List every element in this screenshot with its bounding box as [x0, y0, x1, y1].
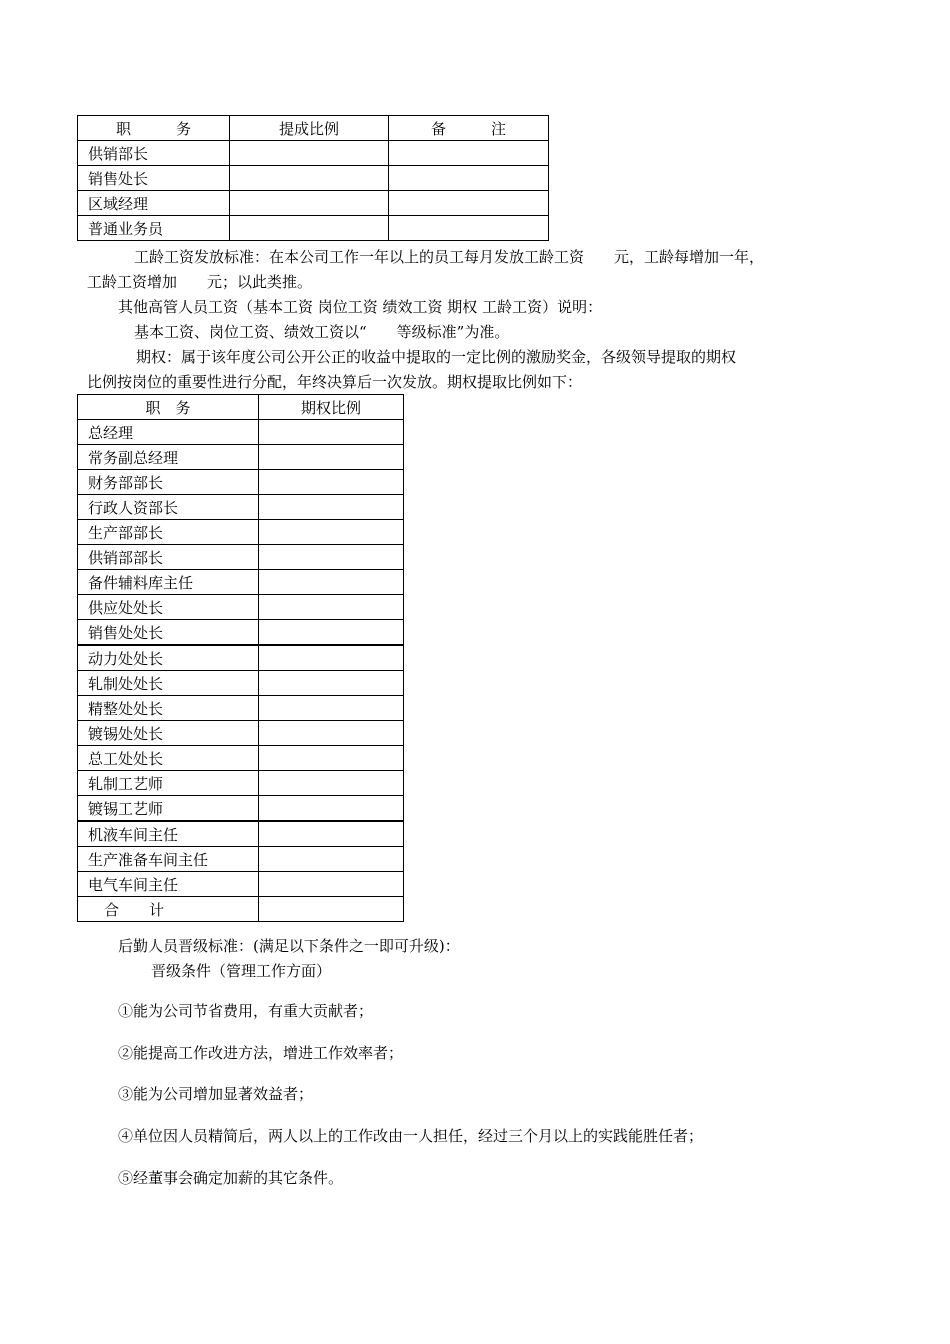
ratio-cell — [259, 570, 404, 595]
option-line-2: 比例按岗位的重要性进行分配，年终决算后一次发放。期权提取比例如下： — [87, 373, 583, 391]
table-row — [78, 771, 404, 796]
table-row — [78, 872, 404, 897]
table-row — [78, 545, 404, 570]
table-row — [78, 141, 549, 166]
position-cell: 动力处处长 — [78, 645, 259, 671]
table-row — [78, 796, 404, 822]
position-cell: 生产部部长 — [78, 520, 259, 545]
ratio-cell — [259, 771, 404, 796]
promotion-item: ③能为公司增加显著效益者； — [118, 1085, 314, 1103]
table-row — [78, 847, 404, 872]
table-row — [78, 821, 404, 847]
ratio-cell — [259, 696, 404, 721]
ratio-cell — [259, 721, 404, 746]
ratio-cell — [259, 470, 404, 495]
position-cell: 供销部部长 — [78, 545, 259, 570]
ratio-cell — [259, 420, 404, 445]
promotion-item: ②能提高工作改进方法，增进工作效率者； — [118, 1044, 404, 1062]
table-header-row — [78, 116, 549, 141]
table-row — [78, 645, 404, 671]
table-row — [78, 671, 404, 696]
header-remark: 备 注 — [389, 116, 549, 141]
ratio-cell — [259, 620, 404, 646]
position-cell: 普通业务员 — [78, 216, 230, 241]
remark-cell — [389, 141, 549, 166]
ratio-cell — [259, 821, 404, 847]
basic-salary-line: 基本工资、岗位工资、绩效工资以“ 等级标准”为准。 — [134, 323, 510, 341]
position-cell: 销售处处长 — [78, 620, 259, 646]
position-cell: 总经理 — [78, 420, 259, 445]
table-header-row — [78, 395, 404, 420]
position-cell: 行政人资部长 — [78, 495, 259, 520]
total-label: 合 计 — [78, 897, 259, 922]
promotion-heading: 后勤人员晋级标准：(满足以下条件之一即可升级)： — [118, 937, 460, 955]
ratio-cell — [259, 495, 404, 520]
table-row — [78, 570, 404, 595]
rate-cell — [230, 141, 389, 166]
table-row — [78, 620, 404, 646]
position-cell: 财务部部长 — [78, 470, 259, 495]
ratio-cell — [259, 520, 404, 545]
ratio-cell — [259, 872, 404, 897]
option-line-1: 期权：属于该年度公司公开公正的收益中提取的一定比例的激励奖金，各级领导提取的期权 — [136, 348, 737, 366]
table-row — [78, 191, 549, 216]
position-cell: 电气车间主任 — [78, 872, 259, 897]
remark-cell — [389, 191, 549, 216]
seniority-pay-line-1: 工龄工资发放标准：在本公司工作一年以上的员工每月发放工龄工资 元，工龄每增加一年， — [134, 248, 765, 266]
table-row — [78, 470, 404, 495]
option-ratio-table — [77, 394, 404, 922]
remark-cell — [389, 216, 549, 241]
position-cell: 生产准备车间主任 — [78, 847, 259, 872]
header-position: 职 务 — [78, 395, 259, 420]
table-row — [78, 445, 404, 470]
commission-table — [77, 115, 549, 241]
ratio-cell — [259, 545, 404, 570]
table-row — [78, 166, 549, 191]
promotion-item: ④单位因人员精简后，两人以上的工作改由一人担任，经过三个月以上的实践能胜任者； — [118, 1127, 704, 1145]
position-cell: 镀锡处处长 — [78, 721, 259, 746]
header-commission-rate: 提成比例 — [230, 116, 389, 141]
seniority-pay-line-2: 工龄工资增加 元；以此类推。 — [87, 273, 313, 291]
position-cell: 镀锡工艺师 — [78, 796, 259, 822]
promotion-subheading: 晋级条件（管理工作方面） — [151, 962, 332, 980]
table-row — [78, 420, 404, 445]
position-cell: 备件辅料库主任 — [78, 570, 259, 595]
position-cell: 销售处长 — [78, 166, 230, 191]
remark-cell — [389, 166, 549, 191]
table-row — [78, 696, 404, 721]
position-cell: 机液车间主任 — [78, 821, 259, 847]
position-cell: 精整处处长 — [78, 696, 259, 721]
ratio-cell — [259, 671, 404, 696]
other-mgmt-salary-line: 其他高管人员工资（基本工资 岗位工资 绩效工资 期权 工龄工资）说明： — [118, 298, 603, 316]
header-position: 职 务 — [78, 116, 230, 141]
total-ratio-cell — [259, 897, 404, 922]
position-cell: 供销部长 — [78, 141, 230, 166]
table-row — [78, 746, 404, 771]
table-row — [78, 721, 404, 746]
promotion-item: ①能为公司节省费用，有重大贡献者； — [118, 1002, 374, 1020]
rate-cell — [230, 216, 389, 241]
table-row — [78, 495, 404, 520]
rate-cell — [230, 191, 389, 216]
table-row — [78, 216, 549, 241]
ratio-cell — [259, 445, 404, 470]
position-cell: 轧制处处长 — [78, 671, 259, 696]
position-cell: 常务副总经理 — [78, 445, 259, 470]
header-option-ratio: 期权比例 — [259, 395, 404, 420]
position-cell: 区域经理 — [78, 191, 230, 216]
promotion-item: ⑤经董事会确定加薪的其它条件。 — [118, 1169, 344, 1187]
ratio-cell — [259, 595, 404, 620]
table-row — [78, 520, 404, 545]
table-row — [78, 595, 404, 620]
ratio-cell — [259, 847, 404, 872]
position-cell: 轧制工艺师 — [78, 771, 259, 796]
position-cell: 总工处处长 — [78, 746, 259, 771]
rate-cell — [230, 166, 389, 191]
position-cell: 供应处处长 — [78, 595, 259, 620]
table-total-row — [78, 897, 404, 922]
ratio-cell — [259, 746, 404, 771]
ratio-cell — [259, 645, 404, 671]
ratio-cell — [259, 796, 404, 822]
